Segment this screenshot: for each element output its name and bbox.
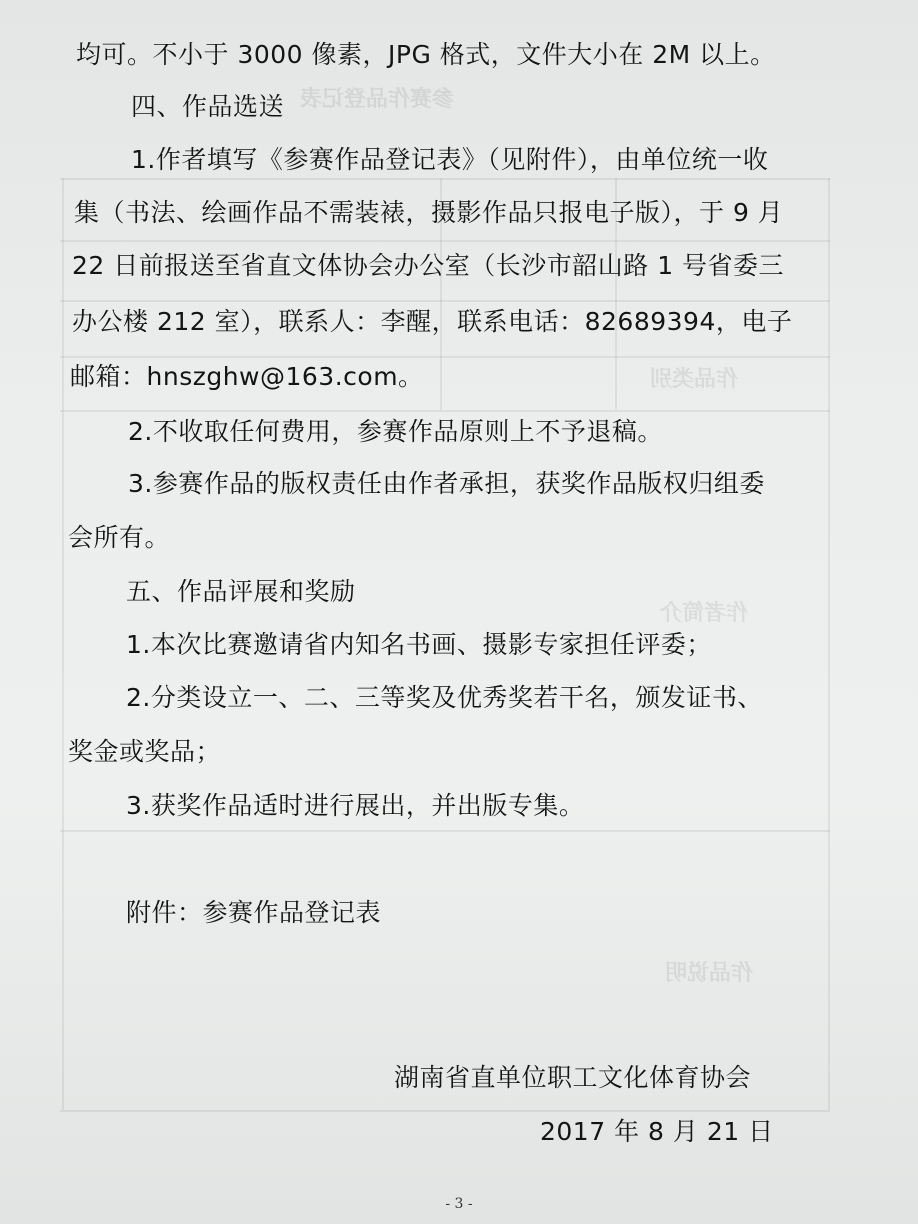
document-page: 作品类别 作者简介 作品说明 参赛作品登记表 均可。不小于 3000 像素，JPG 格式，文件大小在 2M 以上。 四、作品选送 1.作者填写《参赛作品登记表》（见附件），由单位统一收 集（书法、绘画作品不需装裱，摄影作品只报电子版），于 9 月 22 日前报送至省直文体协会办公室（长沙市韶山路 1 号省委三 办公楼 212 室），联系人：李醒，联系电话：82689394，电子 邮箱：hnszghw@163.com。 2.不收取任何费用，参赛作品原则上不予退稿。 3.参赛作品的版权责任由作者承担，获奖作品版权归组委 会所有。 五、作品评展和奖励 1.本次比赛邀请省内知名书画、摄影专家担任评委； 2.分类设立一、二、三等奖及优秀奖若干名，颁发证书、 奖金或奖品； 3.获奖作品适时进行展出，并出版专集。 附件：参赛作品登记表 湖南省直单位职工文化体育协会 2017 年 8 月 21 日 - 3 - xyxy=(0,0,918,1224)
section-heading: 五、作品评展和奖励 xyxy=(126,577,356,606)
text-line: 办公楼 212 室），联系人：李醒，联系电话：82689394，电子 xyxy=(72,307,793,336)
signing-date: 2017 年 8 月 21 日 xyxy=(540,1117,774,1146)
signing-organization: 湖南省直单位职工文化体育协会 xyxy=(394,1063,752,1092)
text-line: 1.本次比赛邀请省内知名书画、摄影专家担任评委； xyxy=(126,630,712,659)
text-line: 奖金或奖品； xyxy=(68,737,222,766)
text-line: 会所有。 xyxy=(68,523,171,552)
section-heading: 四、作品选送 xyxy=(131,92,285,121)
text-line: 3.获奖作品适时进行展出，并出版专集。 xyxy=(126,791,585,820)
text-line: 均可。不小于 3000 像素，JPG 格式，文件大小在 2M 以上。 xyxy=(76,40,776,69)
text-line: 邮箱：hnszghw@163.com。 xyxy=(70,362,424,391)
text-line: 集（书法、绘画作品不需装裱，摄影作品只报电子版），于 9 月 xyxy=(74,198,784,227)
text-line: 22 日前报送至省直文体协会办公室（长沙市韶山路 1 号省委三 xyxy=(72,251,785,280)
text-line: 1.作者填写《参赛作品登记表》（见附件），由单位统一收 xyxy=(131,145,769,174)
text-line: 2.不收取任何费用，参赛作品原则上不予退稿。 xyxy=(128,417,663,446)
text-line: 2.分类设立一、二、三等奖及优秀奖若干名，颁发证书、 xyxy=(126,683,763,712)
attachment-note: 附件：参赛作品登记表 xyxy=(126,898,382,927)
page-number: - 3 - xyxy=(445,1196,473,1212)
text-line: 3.参赛作品的版权责任由作者承担，获奖作品版权归组委 xyxy=(128,469,765,498)
